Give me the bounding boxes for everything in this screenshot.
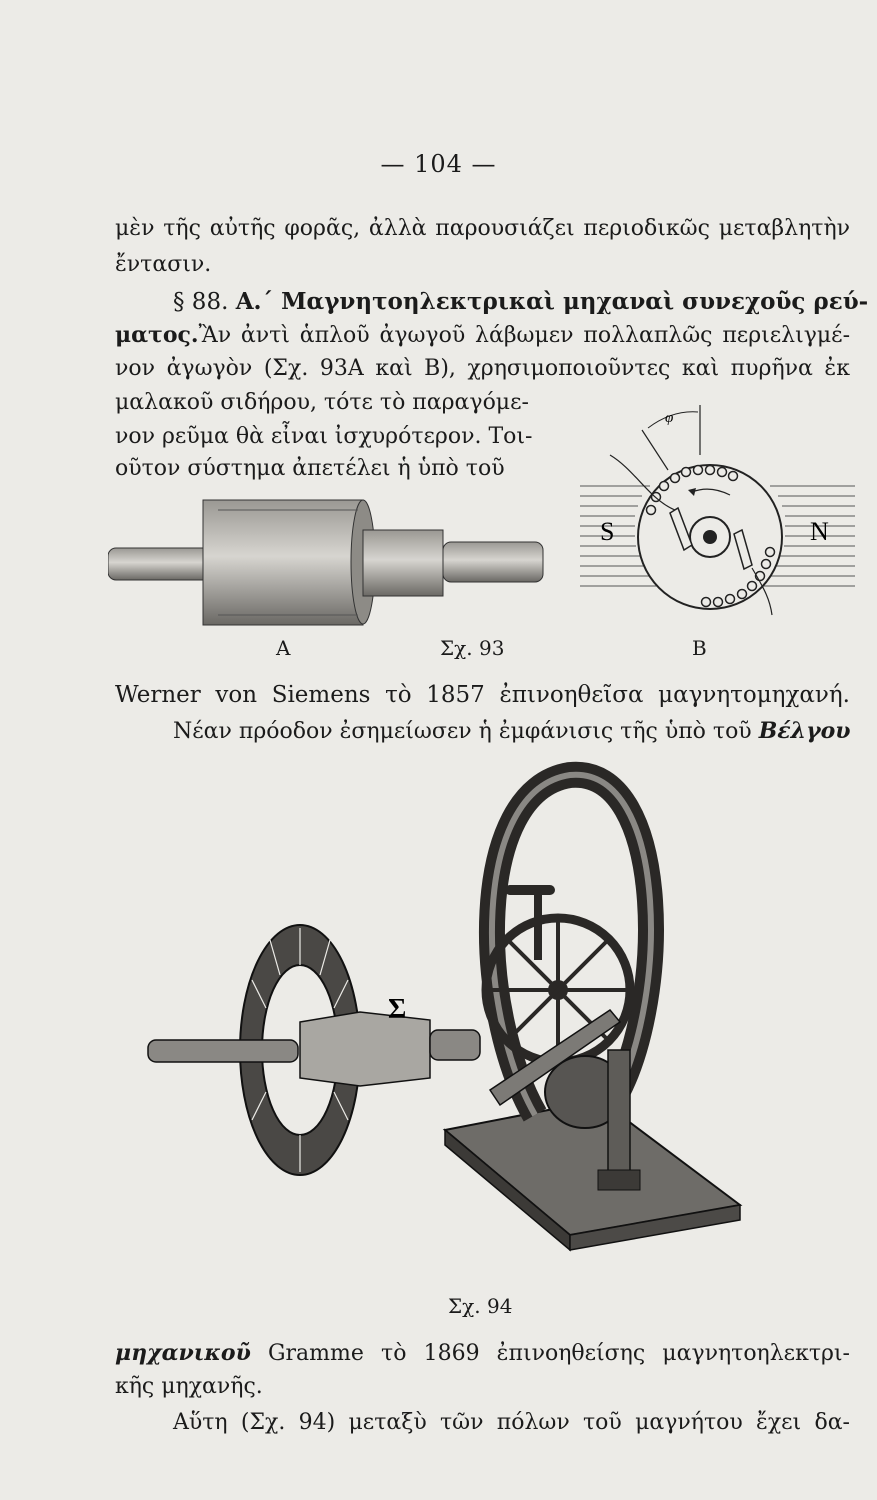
figure-94-caption: Σχ. 94 <box>448 1294 513 1318</box>
section-title: Α.΄ Μαγνητοηλεκτρικαὶ μηχαναὶ συνεχοῦς ρεύ- <box>235 288 869 315</box>
section-heading-line <box>115 287 869 317</box>
text-line-11-body: Gramme τὸ 1869 ἐπινοηθείσης μαγνητοηλεκτρι- <box>267 1341 850 1366</box>
text-line-7: νον ρεῦμα θὰ εἶναι ἰσχυρότερον. Τοι- <box>115 424 533 449</box>
text-line-6: μαλακοῦ σιδήρου, τότε τὸ παραγόμε- <box>115 390 529 415</box>
text-line-10-italic: Βέλγου <box>758 718 851 744</box>
page-number: — 104 — <box>380 150 497 178</box>
text-line-4-body: Ἂν ἀντὶ ἁπλοῦ ἀγωγοῦ λάβωμεν πολλαπλῶς περιελιγμέ- <box>198 323 850 348</box>
figure-93-label-b: B <box>692 636 707 660</box>
section-title-end: ματος. <box>115 322 199 348</box>
sigma-label: Σ <box>388 994 407 1025</box>
text-line-10-body: Νέαν πρόοδον ἐσημείωσεν ἡ ἐμφάνισις τῆς ὑπὸ τοῦ <box>173 719 752 744</box>
section-number: § 88. <box>173 289 229 315</box>
pole-n-label: N <box>810 517 829 546</box>
text-line-5: νον ἀγωγὸν (Σχ. 93Α καὶ Β), χρησιμοποιοῦντες καὶ πυρῆνα ἐκ <box>115 356 850 381</box>
angle-phi-label: φ <box>665 410 674 426</box>
text-line-8: οῦτον σύστημα ἀπετέλει ἡ ὑπὸ τοῦ <box>115 456 505 481</box>
text-line-2: ἔντασιν. <box>115 252 212 277</box>
figure-93-caption: Σχ. 93 <box>440 636 505 660</box>
text-line-13-body: Αὕτη (Σχ. 94) μεταξὺ τῶν πόλων τοῦ μαγνήτου ἔχει δα- <box>173 1410 850 1435</box>
text-line-1: μὲν τῆς αὐτῆς φορᾶς, ἀλλὰ παρουσιάζει περιοδικῶς μεταβλητὴν <box>115 216 850 241</box>
text-line-12: κῆς μηχανῆς. <box>115 1374 263 1399</box>
text-line-11 <box>115 1338 850 1369</box>
text-line-11-italic: μηχανικοῦ <box>115 1340 251 1366</box>
text-line-10 <box>115 716 850 747</box>
figure-93a-armature <box>108 490 548 640</box>
figure-93b-schematic <box>580 400 855 645</box>
figure-93-label-a: A <box>276 636 291 660</box>
figure-94-gramme-machine <box>140 760 770 1290</box>
pole-s-label: S <box>600 517 615 546</box>
text-line-9: Werner von Siemens τὸ 1857 ἐπινοηθεῖσα μαγνητομηχανή. <box>115 682 850 708</box>
text-line-13 <box>115 1408 850 1438</box>
text-line-4 <box>115 320 850 351</box>
